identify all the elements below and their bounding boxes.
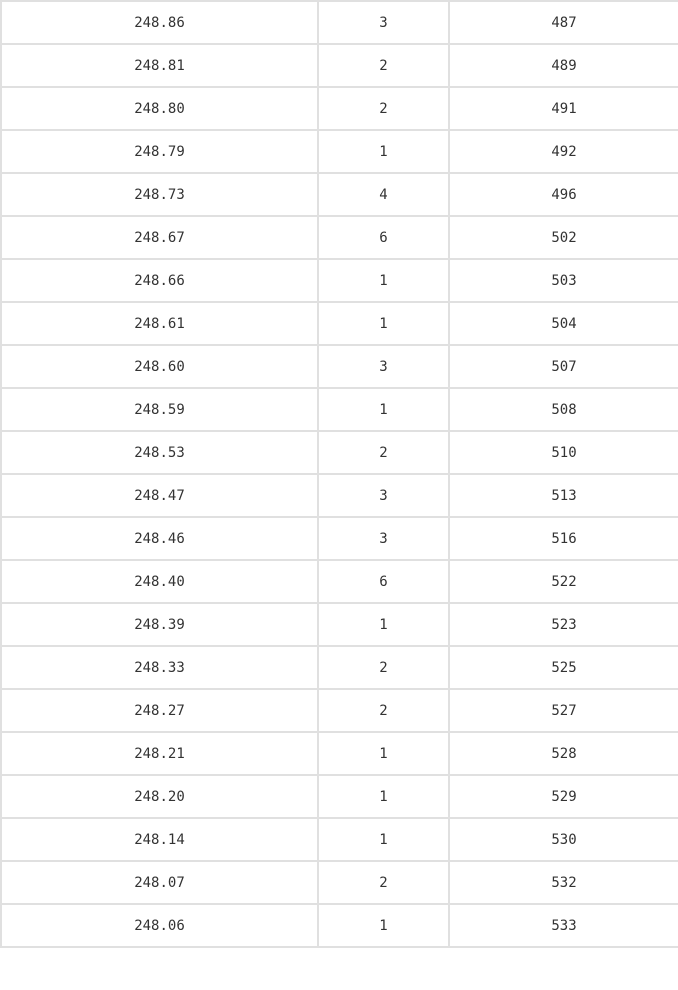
score-cell: 248.60 (1, 345, 318, 388)
score-cell: 248.80 (1, 87, 318, 130)
score-cell: 248.53 (1, 431, 318, 474)
rank-cell: 533 (449, 904, 678, 947)
score-cell: 248.33 (1, 646, 318, 689)
table-row (1, 259, 678, 302)
rank-cell: 530 (449, 818, 678, 861)
table-row (1, 87, 678, 130)
rank-cell: 529 (449, 775, 678, 818)
score-cell: 248.66 (1, 259, 318, 302)
table-row (1, 474, 678, 517)
count-cell: 2 (318, 646, 449, 689)
count-cell: 1 (318, 130, 449, 173)
rank-cell: 516 (449, 517, 678, 560)
count-cell: 1 (318, 388, 449, 431)
table-row (1, 646, 678, 689)
rank-cell: 510 (449, 431, 678, 474)
count-cell: 3 (318, 474, 449, 517)
table-row (1, 517, 678, 560)
score-cell: 248.61 (1, 302, 318, 345)
count-cell: 3 (318, 345, 449, 388)
rank-cell: 527 (449, 689, 678, 732)
score-cell: 248.46 (1, 517, 318, 560)
rank-cell: 504 (449, 302, 678, 345)
table-row (1, 345, 678, 388)
rank-cell: 522 (449, 560, 678, 603)
count-cell: 3 (318, 1, 449, 44)
table-row (1, 216, 678, 259)
score-cell: 248.27 (1, 689, 318, 732)
table-row (1, 732, 678, 775)
score-cell: 248.67 (1, 216, 318, 259)
rank-cell: 502 (449, 216, 678, 259)
rank-cell: 487 (449, 1, 678, 44)
score-cell: 248.81 (1, 44, 318, 87)
count-cell: 3 (318, 517, 449, 560)
count-cell: 1 (318, 603, 449, 646)
rank-cell: 491 (449, 87, 678, 130)
rank-cell: 503 (449, 259, 678, 302)
rank-cell: 492 (449, 130, 678, 173)
table-row (1, 560, 678, 603)
rank-cell: 525 (449, 646, 678, 689)
table-row (1, 1, 678, 44)
rank-cell: 508 (449, 388, 678, 431)
table-row (1, 431, 678, 474)
count-cell: 6 (318, 560, 449, 603)
count-cell: 6 (318, 216, 449, 259)
rank-cell: 532 (449, 861, 678, 904)
score-cell: 248.79 (1, 130, 318, 173)
table-row (1, 818, 678, 861)
count-cell: 1 (318, 904, 449, 947)
count-cell: 1 (318, 302, 449, 345)
rank-cell: 507 (449, 345, 678, 388)
count-cell: 2 (318, 44, 449, 87)
rank-cell: 513 (449, 474, 678, 517)
rank-cell: 489 (449, 44, 678, 87)
score-cell: 248.07 (1, 861, 318, 904)
table-row (1, 603, 678, 646)
score-cell: 248.47 (1, 474, 318, 517)
table-row (1, 173, 678, 216)
score-cell: 248.21 (1, 732, 318, 775)
table-row (1, 388, 678, 431)
table-row (1, 775, 678, 818)
count-cell: 1 (318, 775, 449, 818)
score-cell: 248.73 (1, 173, 318, 216)
count-cell: 4 (318, 173, 449, 216)
count-cell: 1 (318, 732, 449, 775)
table-row (1, 904, 678, 947)
table-row (1, 689, 678, 732)
table-row (1, 44, 678, 87)
count-cell: 2 (318, 689, 449, 732)
rank-cell: 496 (449, 173, 678, 216)
score-cell: 248.86 (1, 1, 318, 44)
rank-cell: 523 (449, 603, 678, 646)
count-cell: 1 (318, 818, 449, 861)
score-cell: 248.39 (1, 603, 318, 646)
table-body (1, 1, 678, 947)
table-row (1, 130, 678, 173)
score-cell: 248.20 (1, 775, 318, 818)
table-row (1, 302, 678, 345)
count-cell: 2 (318, 861, 449, 904)
score-cell: 248.06 (1, 904, 318, 947)
score-cell: 248.59 (1, 388, 318, 431)
count-cell: 2 (318, 87, 449, 130)
table-row (1, 861, 678, 904)
score-cell: 248.40 (1, 560, 318, 603)
rank-cell: 528 (449, 732, 678, 775)
score-cell: 248.14 (1, 818, 318, 861)
count-cell: 1 (318, 259, 449, 302)
count-cell: 2 (318, 431, 449, 474)
